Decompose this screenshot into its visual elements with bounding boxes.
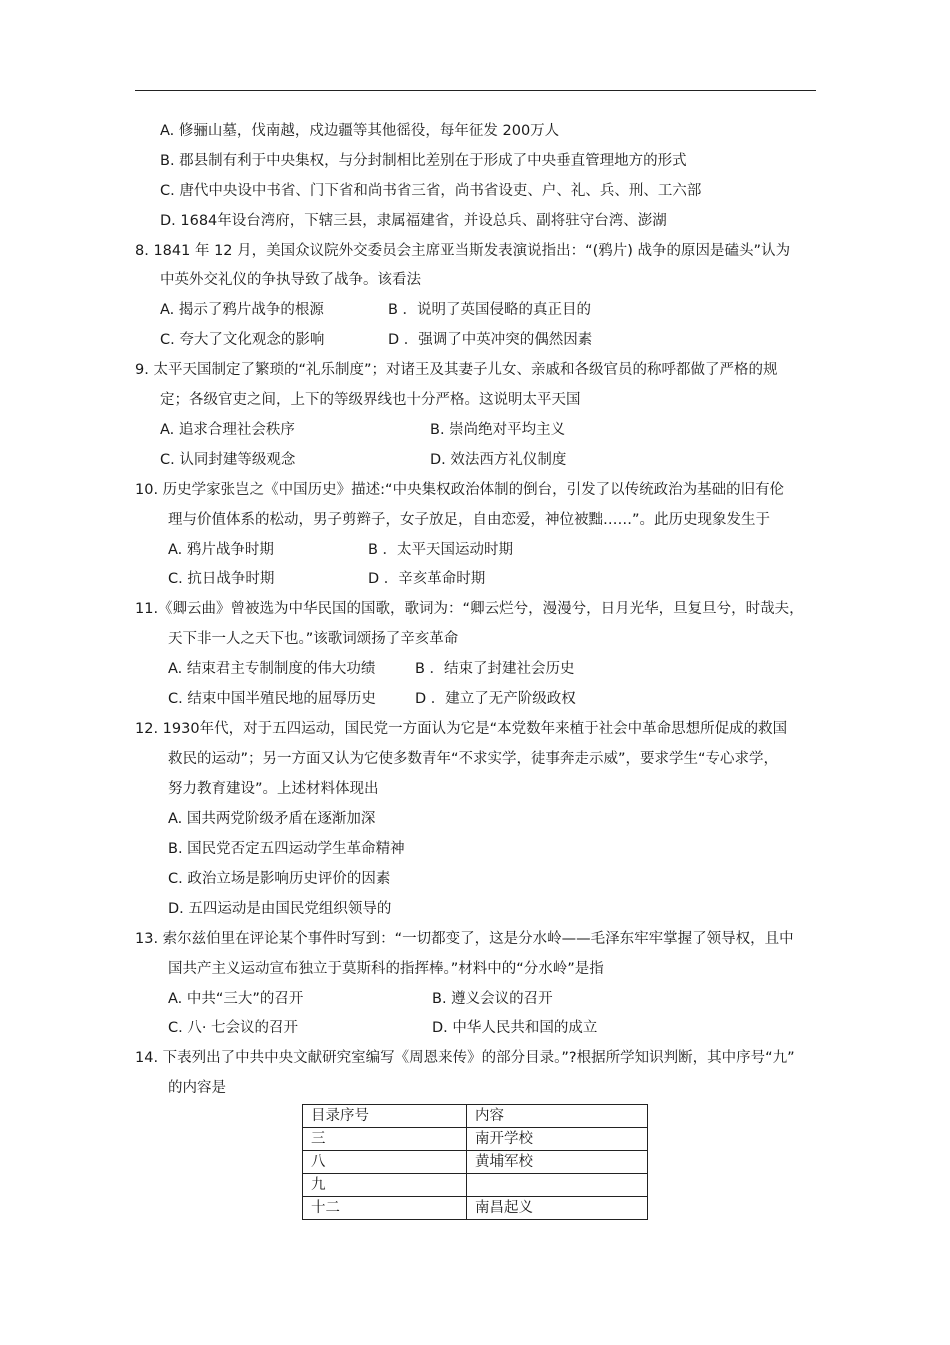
zhou-enlai-biography-toc-table	[302, 1104, 648, 1220]
q8-option-b: B ．说明了英国侵略的真正目的	[388, 302, 592, 318]
table-row	[303, 1197, 648, 1220]
q13-option-b: B. 遵义会议的召开	[432, 991, 553, 1007]
q9-option-b: B. 崇尚绝对平均主义	[430, 422, 566, 438]
q12-option-a: A. 国共两党阶级矛盾在逐渐加深	[168, 811, 376, 827]
q8-option-a: A. 揭示了鸦片战争的根源	[160, 302, 324, 318]
q7-option-a: A. 修骊山墓，伐南越，戍边疆等其他徭役，每年征发 200万人	[160, 123, 560, 139]
table-cell: 九	[303, 1174, 467, 1197]
q13-option-d: D. 中华人民共和国的成立	[432, 1020, 598, 1036]
q13-stem-line-2: 国共产主义运动宣布独立于莫斯科的指挥棒。”材料中的“分水岭”是指	[168, 961, 604, 977]
q8-stem-line-1: 8. 1841 年 12 月，美国众议院外交委员会主席亚当斯发表演说指出：“(鸦片) 战争的原因是磕头”认为	[135, 243, 791, 259]
q10-option-a: A. 鸦片战争时期	[168, 542, 274, 558]
q7-option-d: D. 1684年设台湾府，下辖三县，隶属福建省，并设总兵、副将驻守台湾、澎湖	[160, 213, 667, 229]
table-header-cell: 目录序号	[303, 1105, 467, 1128]
q10-option-d: D ．辛亥革命时期	[368, 571, 486, 587]
q12-option-c: C. 政治立场是影响历史评价的因素	[168, 871, 391, 887]
q13-stem-line-1: 13. 索尔兹伯里在评论某个事件时写到：“一切都变了，这是分水岭——毛泽东牢牢掌握了领导权，且中	[135, 931, 794, 947]
table-header-row	[303, 1105, 648, 1128]
q8-stem-line-2: 中英外交礼仪的争执导致了战争。该看法	[160, 272, 421, 288]
q12-stem-line-1: 12. 1930年代，对于五四运动，国民党一方面认为它是“本党数年来植于社会中革命思想所促成的救国	[135, 721, 788, 737]
table-cell: 黄埔军校	[467, 1151, 648, 1174]
q11-stem-line-2: 天下非一人之天下也。”该歌词颂扬了辛亥革命	[168, 631, 459, 647]
q11-option-b: B ．结束了封建社会历史	[415, 661, 575, 677]
q14-stem-line-2: 的内容是	[168, 1080, 226, 1096]
q11-option-c: C. 结束中国半殖民地的屈辱历史	[168, 691, 376, 707]
q10-stem-line-1: 10. 历史学家张岂之《中国历史》描述:“中央集权政治体制的倒台，引发了以传统政治为基础的旧有伦	[135, 482, 785, 498]
table-row	[303, 1174, 648, 1197]
q11-option-a: A. 结束君主专制制度的伟大功绩	[168, 661, 376, 677]
q11-stem-line-1: 11.《卿云曲》曾被选为中华民国的国歌，歌词为：“卿云烂兮，漫漫兮，日月光华，旦复旦兮，时哉夫，	[135, 601, 804, 617]
q14-stem-line-1: 14. 下表列出了中共中央文献研究室编写《周恩来传》的部分目录。”?根据所学知识判断，其中序号“九”	[135, 1050, 795, 1066]
q8-option-c: C. 夸大了文化观念的影响	[160, 332, 325, 348]
q12-option-b: B. 国民党否定五四运动学生革命精神	[168, 841, 405, 857]
table-row	[303, 1128, 648, 1151]
table-header-cell: 内容	[467, 1105, 648, 1128]
q7-option-c: C. 唐代中央设中书省、门下省和尚书省三省，尚书省设吏、户、礼、兵、刑、工六部	[160, 183, 702, 199]
q8-option-d: D ．强调了中英冲突的偶然因素	[388, 332, 593, 348]
q9-stem-line-2: 定；各级官吏之间，上下的等级界线也十分严格。这说明太平天国	[160, 392, 581, 408]
q10-stem-line-2: 理与价值体系的松动，男子剪辫子，女子放足，自由恋爱，神位被黜……”。此历史现象发生于	[168, 512, 771, 528]
q10-option-c: C. 抗日战争时期	[168, 571, 275, 587]
q13-option-c: C. 八· 七会议的召开	[168, 1020, 299, 1036]
q12-option-d: D. 五四运动是由国民党组织领导的	[168, 901, 392, 917]
table-cell: 南昌起义	[467, 1197, 648, 1220]
table-cell: 十二	[303, 1197, 467, 1220]
table-cell: 八	[303, 1151, 467, 1174]
q9-option-c: C. 认同封建等级观念	[160, 452, 296, 468]
table-cell: 南开学校	[467, 1128, 648, 1151]
table-cell-blank	[467, 1174, 648, 1197]
q12-stem-line-2: 救民的运动”；另一方面又认为它使多数青年“不求实学，徒事奔走示威”，要求学生“专心求学，	[168, 751, 779, 767]
q10-option-b: B ．太平天国运动时期	[368, 542, 514, 558]
table-row	[303, 1151, 648, 1174]
q12-stem-line-3: 努力教育建设”。上述材料体现出	[168, 781, 379, 797]
q13-option-a: A. 中共“三大”的召开	[168, 991, 304, 1007]
q11-option-d: D ．建立了无产阶级政权	[415, 691, 576, 707]
header-rule	[135, 90, 816, 91]
q9-stem-line-1: 9. 太平天国制定了繁琐的“礼乐制度”；对诸王及其妻子儿女、亲戚和各级官员的称呼都做了严格的规	[135, 362, 778, 378]
q9-option-d: D. 效法西方礼仪制度	[430, 452, 567, 468]
table-cell: 三	[303, 1128, 467, 1151]
q7-option-b: B. 郡县制有利于中央集权，与分封制相比差别在于形成了中央垂直管理地方的形式	[160, 153, 687, 169]
q9-option-a: A. 追求合理社会秩序	[160, 422, 295, 438]
